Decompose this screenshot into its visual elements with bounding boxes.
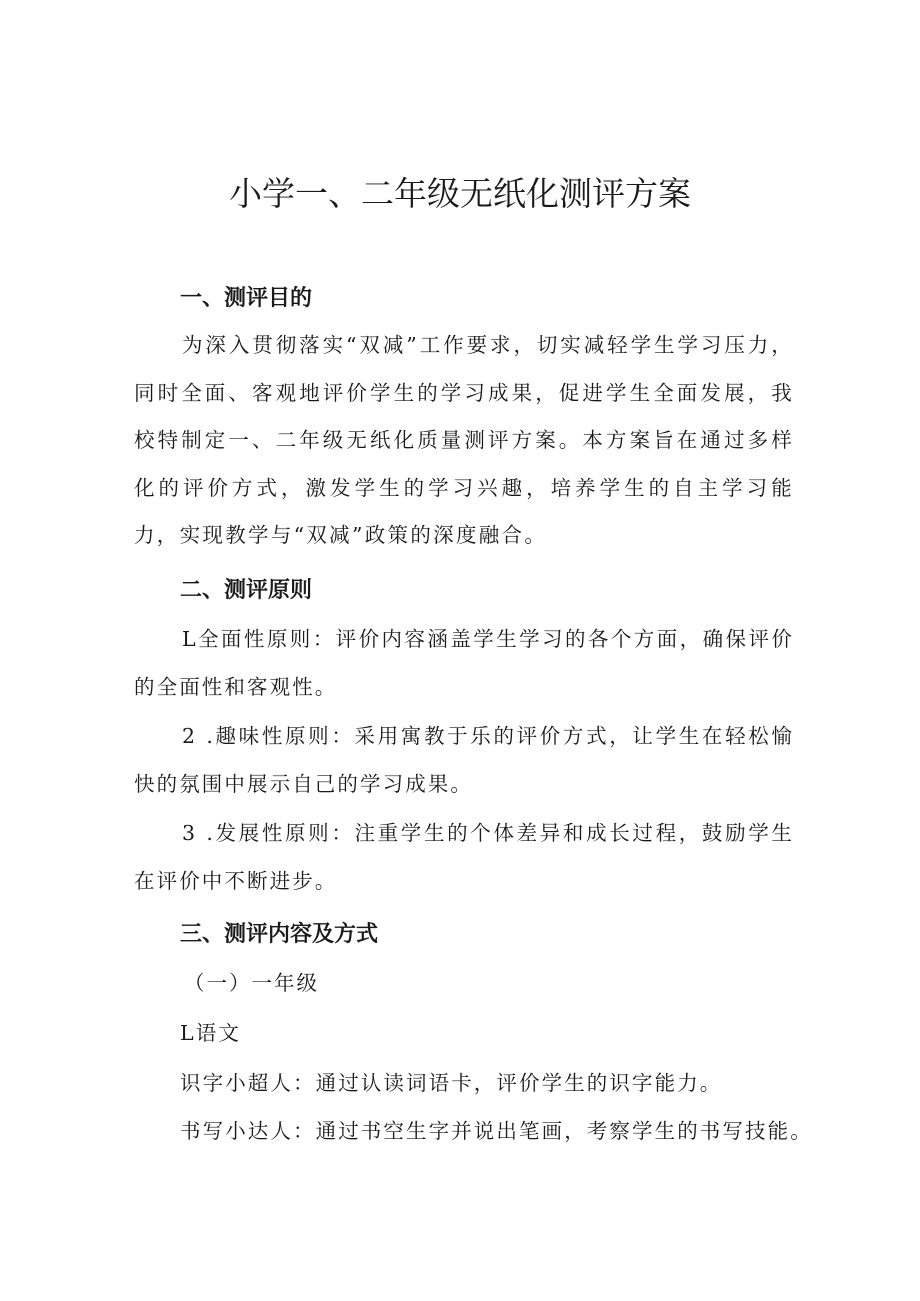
section-heading-content: 三、测评内容及方式 (180, 922, 379, 947)
section-heading-purpose: 一、测评目的 (180, 286, 313, 311)
principle-fun: 2 .趣味性原则：采用寓教于乐的评价方式，让学生在轻松愉快的氛围中展示自己的学习成果。 (134, 724, 794, 796)
principle-development: 3 .发展性原则：注重学生的个体差异和成长过程，鼓励学生在评价中不断进步。 (134, 821, 794, 893)
principle-comprehensive: L全面性原则：评价内容涵盖学生学习的各个方面，确保评价的全面性和客观性。 (134, 627, 794, 699)
purpose-paragraph: 为深入贯彻落实“双减”工作要求，切实减轻学生学习压力，同时全面、客观地评价学生的学习成果，促进学生全面发展，我校特制定一、二年级无纸化质量测评方案。本方案旨在通过多样化的评价方式，激发学生的学习兴趣，培养学生的自主学习能力，实现教学与“双减”政策的深度融合。 (134, 333, 794, 547)
item-writing: 书写小达人：通过书空生字并说出笔画，考察学生的书写技能。 (180, 1119, 813, 1143)
section-heading-principles: 二、测评原则 (180, 578, 313, 603)
grade1-label: （一）一年级 (184, 971, 319, 995)
document-title: 小学一、二年级无纸化测评方案 (229, 174, 691, 213)
subject-chinese-label: L语文 (180, 1021, 241, 1045)
item-literacy: 识字小超人：通过认读词语卡，评价学生的识字能力。 (180, 1071, 723, 1095)
